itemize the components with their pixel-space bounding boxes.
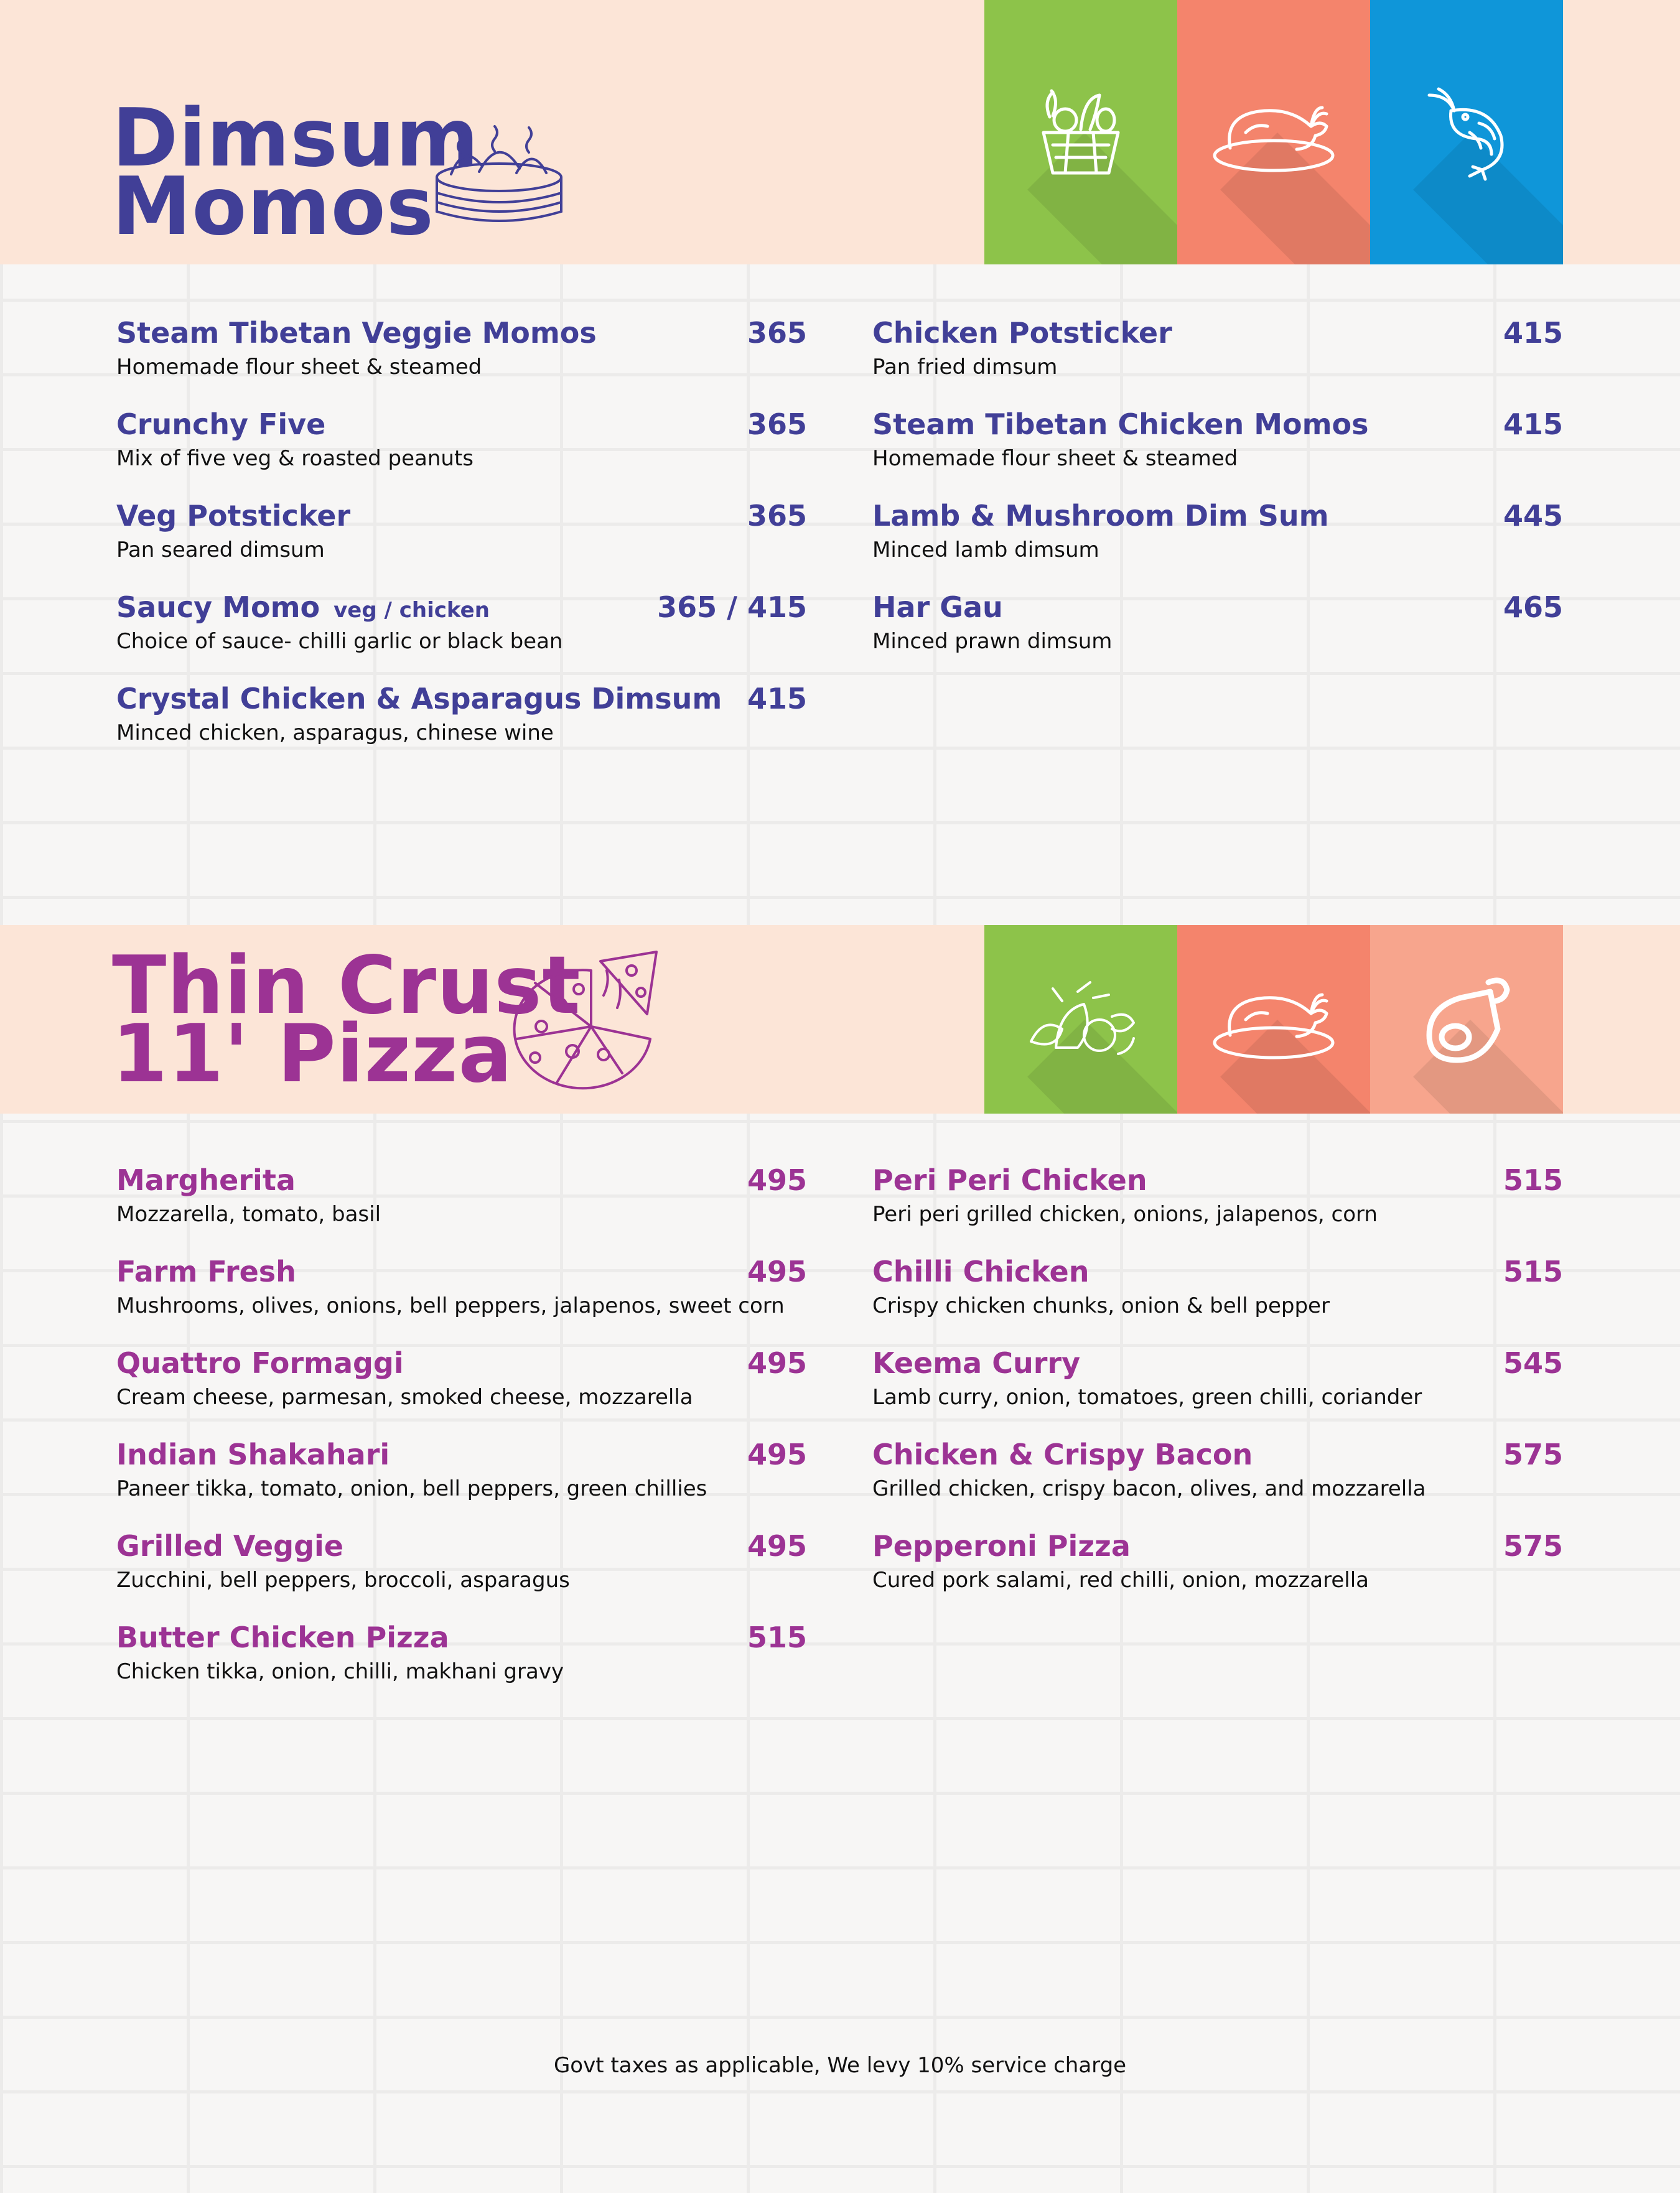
item-price: 415: [747, 682, 807, 715]
roast-chicken-icon: [1177, 0, 1370, 264]
item-name: Veg Potsticker: [116, 499, 351, 533]
item-name: Crystal Chicken & Asparagus Dimsum: [116, 682, 722, 715]
vegetable-basket-icon: [984, 0, 1177, 264]
item-name: [116, 590, 490, 624]
menu-item: [116, 1621, 807, 1712]
menu-item: [116, 590, 807, 682]
item-description: Cream cheese, parmesan, smoked cheese, mozzarella: [116, 1385, 693, 1410]
dumpling-steamer-icon: [432, 118, 566, 227]
item-description: Minced lamb dimsum: [872, 538, 1099, 562]
item-name: Quattro Formaggi: [116, 1346, 404, 1380]
item-name: Chicken & Crispy Bacon: [872, 1438, 1253, 1471]
menu-item: [872, 1529, 1563, 1621]
ham-icon: [1370, 925, 1563, 1114]
item-description: Mozzarella, tomato, basil: [116, 1202, 381, 1227]
menu-item: [872, 407, 1563, 499]
item-price: 415: [1503, 316, 1563, 350]
item-price: 515: [747, 1621, 807, 1654]
item-price: 575: [1503, 1438, 1563, 1471]
menu-item: [116, 1163, 807, 1255]
pizza-left-column: [116, 1163, 807, 1712]
item-description: Lamb curry, onion, tomatoes, green chilli, coriander: [872, 1385, 1422, 1410]
item-description: Crispy chicken chunks, onion & bell pepper: [872, 1293, 1330, 1318]
menu-item: [872, 1346, 1563, 1438]
item-price: 365: [747, 316, 807, 350]
item-name: Indian Shakahari: [116, 1438, 390, 1471]
menu-item: [872, 590, 1563, 682]
item-description: Choice of sauce- chilli garlic or black bean: [116, 629, 563, 654]
item-variant: veg / chicken: [334, 598, 490, 623]
item-name: Chilli Chicken: [872, 1255, 1090, 1288]
shrimp-icon: [1370, 0, 1563, 264]
item-name: Farm Fresh: [116, 1255, 296, 1288]
momos-right-column: [872, 316, 1563, 682]
pizza-right-column: [872, 1163, 1563, 1621]
item-description: Homemade flour sheet & steamed: [872, 446, 1238, 471]
item-price: 515: [1503, 1255, 1563, 1288]
menu-item: [116, 1529, 807, 1621]
menu-item: [116, 316, 807, 407]
vegetables-icon: [984, 925, 1177, 1114]
item-price: 365: [747, 407, 807, 441]
menu-item: [872, 1163, 1563, 1255]
item-description: Zucchini, bell peppers, broccoli, asparagus: [116, 1568, 570, 1593]
item-name: Pepperoni Pizza: [872, 1529, 1131, 1563]
item-name: Har Gau: [872, 590, 1003, 624]
item-name: Chicken Potsticker: [872, 316, 1172, 350]
item-name: Grilled Veggie: [116, 1529, 343, 1563]
item-name: Steam Tibetan Chicken Momos: [872, 407, 1369, 441]
menu-item: [116, 1255, 807, 1346]
footer-note: Govt taxes as applicable, We levy 10% service charge: [553, 2053, 1127, 2078]
momos-section-title: Dimsum Momos: [112, 92, 480, 253]
item-price: 495: [747, 1529, 807, 1563]
item-name: Peri Peri Chicken: [872, 1163, 1147, 1197]
item-price: 495: [747, 1346, 807, 1380]
item-price: 495: [747, 1255, 807, 1288]
menu-item: [872, 499, 1563, 590]
item-description: Mix of five veg & roasted peanuts: [116, 446, 474, 471]
item-description: Cured pork salami, red chilli, onion, mozzarella: [872, 1568, 1369, 1593]
item-name: Lamb & Mushroom Dim Sum: [872, 499, 1329, 533]
pizza-section-title: Thin Crust 11' Pizza: [112, 939, 581, 1101]
item-description: Minced prawn dimsum: [872, 629, 1113, 654]
item-price: 365 / 415: [657, 590, 807, 624]
item-description: Pan fried dimsum: [872, 355, 1058, 379]
item-description: Mushrooms, olives, onions, bell peppers, jalapenos, sweet corn: [116, 1293, 785, 1318]
menu-item: [116, 682, 807, 773]
item-price: 495: [747, 1163, 807, 1197]
pizza-icon: [498, 946, 666, 1092]
menu-item: [872, 1438, 1563, 1529]
menu-item: [116, 499, 807, 590]
item-price: 445: [1503, 499, 1563, 533]
item-description: Homemade flour sheet & steamed: [116, 355, 482, 379]
item-name: Steam Tibetan Veggie Momos: [116, 316, 597, 350]
momos-left-column: [116, 316, 807, 773]
roast-chicken-icon: [1177, 925, 1370, 1114]
item-name: Keema Curry: [872, 1346, 1081, 1380]
item-price: 465: [1503, 590, 1563, 624]
item-description: Peri peri grilled chicken, onions, jalapenos, corn: [872, 1202, 1378, 1227]
item-name: Margherita: [116, 1163, 296, 1197]
item-price: 575: [1503, 1529, 1563, 1563]
item-description: Grilled chicken, crispy bacon, olives, and mozzarella: [872, 1476, 1426, 1501]
item-description: Chicken tikka, onion, chilli, makhani gravy: [116, 1659, 564, 1684]
menu-item: [872, 316, 1563, 407]
item-name-text: Saucy Momo: [116, 590, 320, 624]
item-price: 545: [1503, 1346, 1563, 1380]
item-description: Minced chicken, asparagus, chinese wine: [116, 720, 554, 745]
item-price: 365: [747, 499, 807, 533]
item-description: Paneer tikka, tomato, onion, bell peppers, green chillies: [116, 1476, 707, 1501]
item-price: 415: [1503, 407, 1563, 441]
item-name: Crunchy Five: [116, 407, 326, 441]
item-price: 495: [747, 1438, 807, 1471]
item-description: Pan seared dimsum: [116, 538, 325, 562]
menu-item: [116, 1346, 807, 1438]
menu-item: [116, 1438, 807, 1529]
menu-item: [872, 1255, 1563, 1346]
item-price: 515: [1503, 1163, 1563, 1197]
menu-item: [116, 407, 807, 499]
item-name: Butter Chicken Pizza: [116, 1621, 449, 1654]
